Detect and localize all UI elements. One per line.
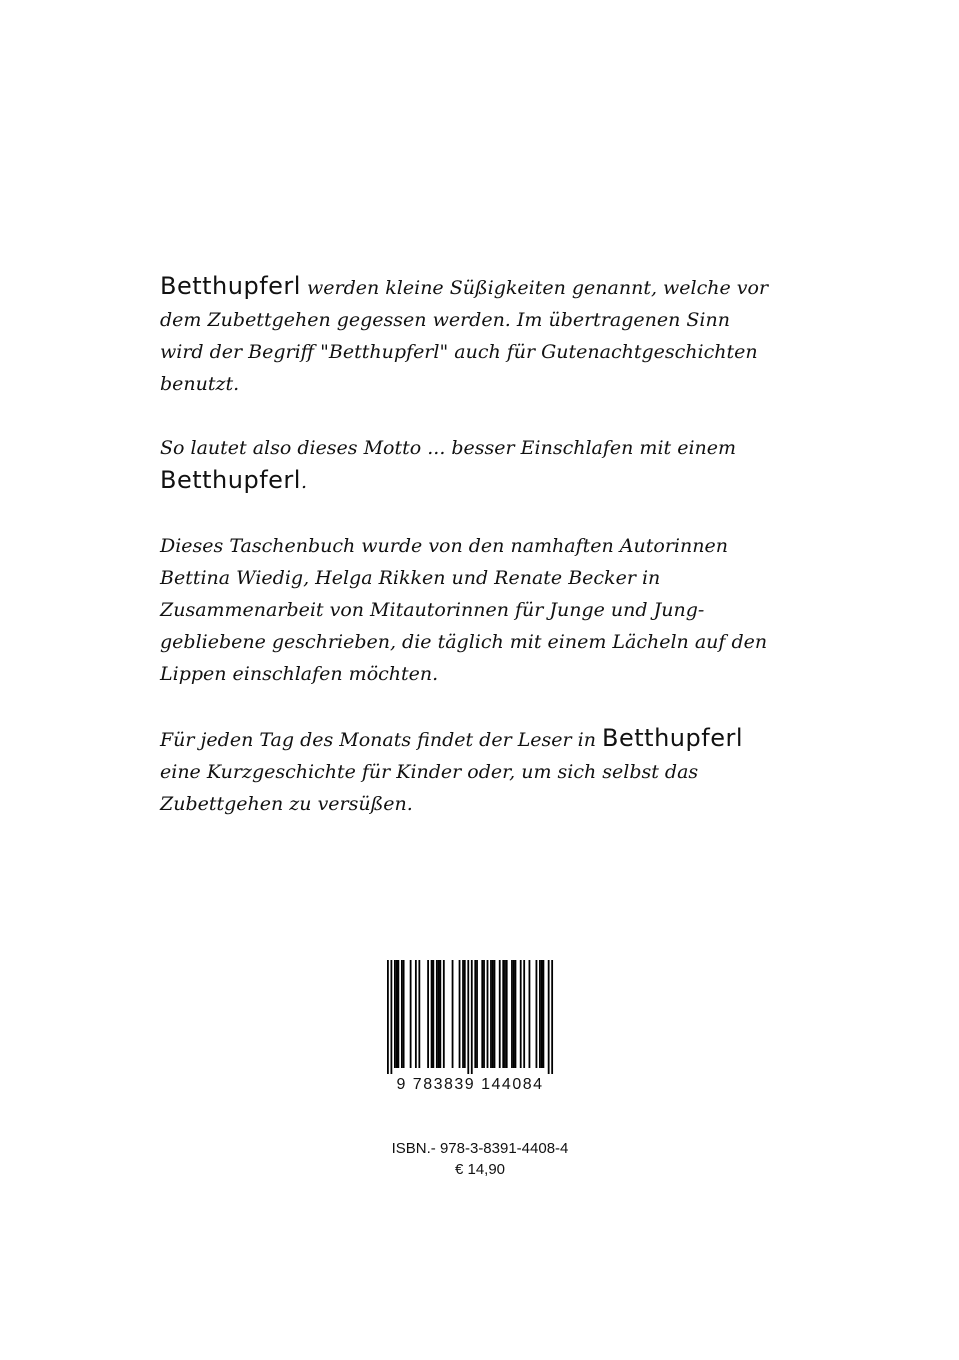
text-line — [160, 562, 820, 594]
barcode-bar — [481, 960, 483, 1068]
barcode-digits: 9 783839 144084 — [396, 1076, 544, 1093]
paragraph-2 — [160, 432, 820, 498]
isbn-price-block — [340, 1138, 620, 1180]
text-line — [160, 336, 820, 368]
barcode-bar — [439, 960, 441, 1068]
barcode-bar — [403, 960, 405, 1068]
text-line — [160, 270, 820, 304]
barcode-bar — [513, 960, 515, 1068]
barcode-bar — [432, 960, 434, 1068]
text-line — [160, 594, 820, 626]
book-title-word: Betthupferl — [602, 724, 743, 752]
barcode-bar — [487, 960, 489, 1068]
barcode-bar — [523, 960, 525, 1068]
barcode-bar — [462, 960, 464, 1068]
barcode-bar — [438, 960, 440, 1068]
barcode-bars — [378, 960, 562, 1074]
text-segment: dem Zubettgehen gegessen werden. Im übertragenen Sinn — [160, 309, 730, 331]
barcode-bar — [494, 960, 496, 1068]
barcode-bar — [529, 960, 531, 1068]
text-line — [160, 788, 820, 820]
barcode-bar — [474, 960, 476, 1068]
text-line — [160, 304, 820, 336]
barcode-bar — [387, 960, 389, 1074]
text-line — [160, 530, 820, 562]
barcode-bar — [515, 960, 517, 1068]
book-title-word: Betthupferl — [160, 466, 301, 494]
barcode-bar — [397, 960, 399, 1068]
barcode-bar — [396, 960, 398, 1068]
text-segment: Zusammenarbeit von Mitautorinnen für Junge und Jung- — [160, 599, 705, 621]
text-segment: gebliebene geschrieben, die täglich mit einem Lächeln auf den — [160, 631, 768, 653]
barcode-bar — [436, 960, 438, 1068]
paragraph-3 — [160, 530, 820, 690]
text-line — [160, 368, 820, 400]
text-segment: So lautet also dieses Motto ... besser Einschlafen mit einem — [160, 437, 737, 459]
text-segment: Lippen einschlafen möchten. — [160, 663, 439, 685]
text-line — [160, 432, 820, 464]
barcode-bar — [504, 960, 506, 1068]
barcode-bar — [401, 960, 403, 1068]
barcode-bar — [443, 960, 445, 1068]
barcode-bar — [390, 960, 392, 1074]
isbn-number: ISBN.- 978-3-8391-4408-4 — [391, 1140, 569, 1157]
barcode-bar — [506, 960, 508, 1068]
barcode-bar — [511, 960, 513, 1068]
barcode — [378, 960, 562, 1094]
barcode-bar — [490, 960, 492, 1068]
barcode-bar — [499, 960, 501, 1068]
barcode-bar — [548, 960, 550, 1074]
text-segment: werden kleine Süßigkeiten genannt, welche vor — [300, 277, 769, 299]
barcode-bar — [394, 960, 396, 1068]
text-line — [160, 658, 820, 690]
barcode-bar — [415, 960, 417, 1068]
text-segment: Zubettgehen zu versüßen. — [160, 793, 413, 815]
paragraph-1 — [160, 270, 820, 400]
barcode-bar — [459, 960, 461, 1068]
text-segment: . — [300, 471, 308, 493]
barcode-bar — [543, 960, 545, 1068]
barcode-bar — [410, 960, 412, 1068]
barcode-bar — [431, 960, 433, 1068]
barcode-bar — [418, 960, 420, 1068]
text-segment: Bettina Wiedig, Helga Rikken und Renate Becker in — [160, 567, 661, 589]
text-segment: wird der Begriff "Betthupferl" auch für Gutenachtgeschichten — [160, 341, 758, 363]
text-line — [160, 756, 820, 788]
back-cover-blurb — [160, 270, 820, 852]
barcode-bar — [551, 960, 553, 1074]
paragraph-4 — [160, 722, 820, 820]
barcode-bar — [471, 960, 473, 1074]
book-title-word: Betthupferl — [160, 272, 301, 300]
barcode-bar — [541, 960, 543, 1068]
text-segment: benutzt. — [160, 373, 240, 395]
barcode-bar — [476, 960, 478, 1068]
text-segment: Für jeden Tag des Monats findet der Leser in — [160, 729, 603, 751]
barcode-bar — [427, 960, 429, 1068]
text-segment: Dieses Taschenbuch wurde von den namhaften Autorinnen — [160, 535, 728, 557]
text-segment: eine Kurzgeschichte für Kinder oder, um sich selbst das — [160, 761, 699, 783]
barcode-bar — [536, 960, 538, 1068]
barcode-bar — [452, 960, 454, 1068]
price: € 14,90 — [454, 1161, 506, 1178]
barcode-bar — [464, 960, 466, 1068]
text-line — [160, 722, 820, 756]
barcode-bar — [492, 960, 494, 1068]
barcode-bar — [483, 960, 485, 1068]
barcode-bar — [502, 960, 504, 1068]
barcode-bar — [539, 960, 541, 1068]
barcode-bar — [467, 960, 469, 1074]
text-line — [160, 626, 820, 658]
barcode-bar — [520, 960, 522, 1068]
text-line — [160, 464, 820, 498]
